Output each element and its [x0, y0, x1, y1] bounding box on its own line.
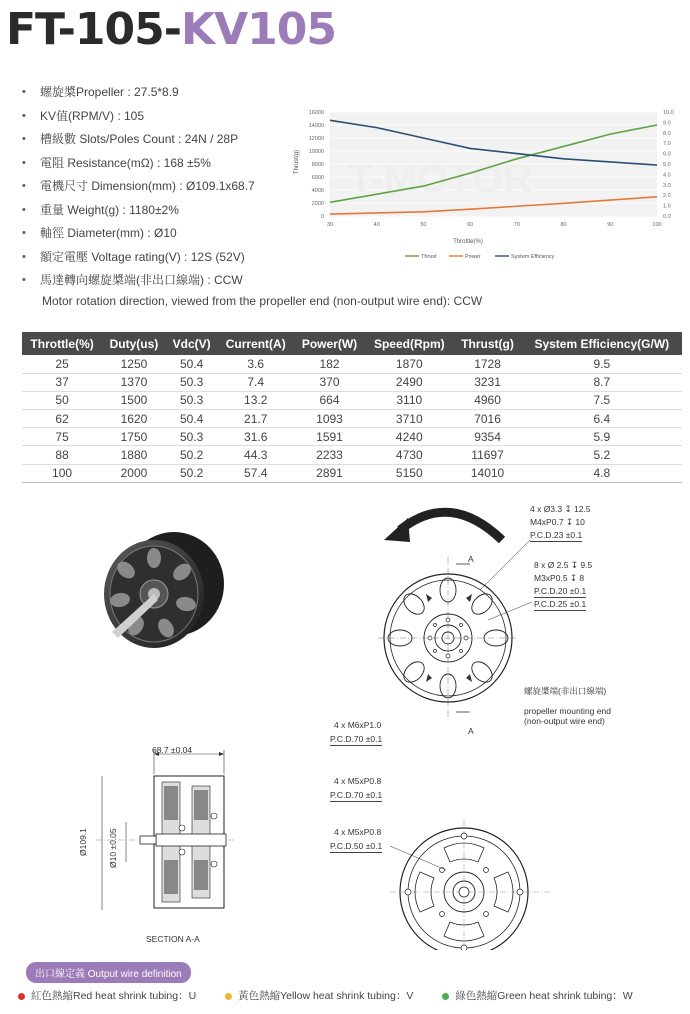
- table-body: [22, 355, 682, 482]
- x-tick-label: 70: [513, 222, 520, 228]
- table-cell: 4730: [365, 446, 453, 464]
- legend-label: Power: [465, 254, 481, 260]
- motor-bottom-view: [390, 820, 550, 950]
- hole-spec-1c: P.C.D.23 ±0.1: [530, 530, 583, 540]
- table-cell: 6.4: [522, 410, 682, 428]
- table-cell: 50.3: [166, 373, 218, 391]
- prop-end-label-en2: (non-output wire end): [524, 716, 605, 726]
- wire-item-v: [225, 988, 413, 1003]
- table-cell: 31.6: [218, 428, 294, 446]
- dim-shaft-label: Ø10 ±0.05: [108, 828, 118, 868]
- table-cell: 4960: [453, 391, 521, 409]
- table-cell: 2891: [294, 464, 365, 482]
- y2-tick-label: 10.0: [663, 110, 674, 116]
- kv-name: KV105: [180, 4, 336, 55]
- wire-item-w: [442, 988, 632, 1003]
- bottom-hole-spec-1b: P.C.D.70 ±0.1: [330, 734, 383, 744]
- x-tick-label: 90: [607, 222, 614, 228]
- green-dot-icon: [442, 993, 449, 1000]
- spec-dimension: • 電機尺寸 Dimension(mm) : Ø109.1x68.7: [22, 176, 322, 200]
- y2-tick-label: 8.0: [663, 130, 671, 137]
- x-tick-label: 100: [652, 222, 662, 228]
- table-cell: 50.2: [166, 446, 218, 464]
- hole-spec-1b: M4xP0.7 ↧ 10: [530, 517, 585, 527]
- table-cell: 50.3: [166, 391, 218, 409]
- table-row: [22, 391, 682, 409]
- table-cell: 1093: [294, 410, 365, 428]
- table-cell: 370: [294, 373, 365, 391]
- table-header-cell: Thrust(g): [453, 332, 521, 355]
- table-cell: 5.2: [522, 446, 682, 464]
- table-cell: 1500: [102, 391, 166, 409]
- spec-voltage: • 額定電壓 Voltage rating(V) : 12S (52V): [22, 247, 322, 271]
- wire-label-w: 綠色熱縮Green heat shrink tubing：W: [455, 990, 633, 1002]
- table-header-cell: System Efficiency(G/W): [522, 332, 682, 355]
- table-cell: 3110: [365, 391, 453, 409]
- x-tick-label: 50: [420, 222, 427, 228]
- legend-label: Thrust: [421, 254, 437, 260]
- motor-photo: [92, 522, 232, 662]
- table-cell: 50.4: [166, 355, 218, 373]
- section-mark-top: A: [468, 554, 474, 564]
- hole-spec-2d: P.C.D.25 ±0.1: [534, 599, 587, 609]
- table-cell: 62: [22, 410, 102, 428]
- hole-spec-2b: M3xP0.5 ↧ 8: [534, 573, 585, 583]
- wire-definition-list: [18, 988, 659, 1003]
- table-row: [22, 428, 682, 446]
- y-tick-label: 14000: [308, 123, 324, 129]
- hole-spec-2a: 8 x Ø 2.5 ↧ 9.5: [534, 560, 593, 570]
- table-cell: 664: [294, 391, 365, 409]
- table-cell: 50: [22, 391, 102, 409]
- y2-tick-label: 9.0: [663, 120, 671, 127]
- table-cell: 7.4: [218, 373, 294, 391]
- y-tick-label: 6000: [311, 175, 324, 181]
- table-cell: 2000: [102, 464, 166, 482]
- x-tick-label: 30: [326, 222, 334, 228]
- y2-tick-label: 6.0: [663, 151, 671, 158]
- table-cell: 3.6: [218, 355, 294, 373]
- table-cell: 13.2: [218, 391, 294, 409]
- y-tick-label: 12000: [308, 136, 324, 142]
- bottom-hole-spec-2a: 4 x M5xP0.8: [334, 776, 382, 786]
- spec-weight: • 重量 Weight(g) : 1180±2%: [22, 200, 322, 224]
- table-row: [22, 373, 682, 391]
- spec-list: [22, 82, 322, 294]
- dim-outer-diameter-label: Ø109.1: [78, 828, 88, 856]
- hole-spec-2c: P.C.D.20 ±0.1: [534, 586, 587, 596]
- table-cell: 3231: [453, 373, 521, 391]
- table-cell: 1250: [102, 355, 166, 373]
- chart-watermark: T-MOTOR: [348, 157, 532, 201]
- table-cell: 88: [22, 446, 102, 464]
- y2-tick-label: 1.0: [663, 203, 671, 210]
- spec-slots-poles: • 槽級數 Slots/Poles Count : 24N / 28P: [22, 129, 322, 153]
- table-cell: 8.7: [522, 373, 682, 391]
- spec-propeller: • 螺旋槳Propeller : 27.5*8.9: [22, 82, 322, 106]
- table-cell: 44.3: [218, 446, 294, 464]
- table-cell: 11697: [453, 446, 521, 464]
- table-row: [22, 355, 682, 373]
- table-cell: 5150: [365, 464, 453, 482]
- table-cell: 1870: [365, 355, 453, 373]
- bottom-hole-spec-2b: P.C.D.70 ±0.1: [330, 790, 383, 800]
- table-cell: 25: [22, 355, 102, 373]
- bottom-hole-spec-1a: 4 x M6xP1.0: [334, 720, 382, 730]
- chart-xlabel: Throttle(%): [453, 239, 483, 245]
- prop-end-label-cn: 螺旋槳端(非出口線端): [524, 686, 607, 696]
- table-cell: 50.4: [166, 410, 218, 428]
- spec-shaft-diameter: • 軸徑 Diameter(mm) : Ø10: [22, 223, 322, 247]
- chart-legend: [405, 254, 555, 260]
- y2-tick-label: 5.0: [663, 162, 671, 168]
- table-cell: 9.5: [522, 355, 682, 373]
- y2-tick-label: 7.0: [663, 141, 671, 148]
- model-name: FT-105-: [6, 4, 181, 55]
- wire-label-u: 紅色熱縮Red heat shrink tubing：U: [31, 990, 197, 1002]
- table-cell: 57.4: [218, 464, 294, 482]
- y-tick-label: 0: [320, 214, 324, 220]
- y-tick-label: 2000: [311, 201, 324, 207]
- table-header-cell: Speed(Rpm): [365, 332, 453, 355]
- table-cell: 2490: [365, 373, 453, 391]
- spec-kv: • KV值(RPM/V) : 105: [22, 106, 322, 130]
- y2-tick-label: 2.0: [663, 193, 671, 200]
- table-row: [22, 410, 682, 428]
- table-header-row: [22, 332, 682, 355]
- red-dot-icon: [18, 993, 25, 1000]
- table-cell: 50.2: [166, 464, 218, 482]
- table-cell: 4.8: [522, 464, 682, 482]
- table-header-cell: Current(A): [218, 332, 294, 355]
- table-cell: 182: [294, 355, 365, 373]
- table-header-cell: Vdc(V): [166, 332, 218, 355]
- spec-rotation: • 馬達轉向螺旋槳端(非出口線端) : CCW: [22, 270, 322, 294]
- table-header-cell: Throttle(%): [22, 332, 102, 355]
- table-cell: 1591: [294, 428, 365, 446]
- y2-tick-label: 0.0: [663, 214, 671, 220]
- table-header-cell: Duty(us): [102, 332, 166, 355]
- table-cell: 100: [22, 464, 102, 482]
- y-tick-label: 4000: [311, 188, 324, 194]
- page-title: [6, 2, 336, 58]
- table-cell: 37: [22, 373, 102, 391]
- wire-label-v: 黃色熱縮Yellow heat shrink tubing：V: [238, 990, 414, 1002]
- table-cell: 14010: [453, 464, 521, 482]
- table-header-cell: Power(W): [294, 332, 365, 355]
- prop-end-label-en1: propeller mounting end: [524, 706, 611, 716]
- table-cell: 4240: [365, 428, 453, 446]
- table-cell: 3710: [365, 410, 453, 428]
- y-tick-label: 10000: [308, 149, 324, 155]
- table-cell: 75: [22, 428, 102, 446]
- dim-width-label: 68.7 ±0.04: [152, 745, 193, 755]
- table-cell: 5.9: [522, 428, 682, 446]
- section-aa-label: SECTION A-A: [146, 934, 200, 944]
- performance-table: [22, 332, 682, 483]
- table-cell: 1370: [102, 373, 166, 391]
- wire-item-u: [18, 988, 196, 1003]
- chart-ylabel: Thrust(g): [294, 149, 300, 175]
- table-cell: 2233: [294, 446, 365, 464]
- hole-spec-1a: 4 x Ø3.3 ↧ 12.5: [530, 504, 591, 514]
- yellow-dot-icon: [225, 993, 232, 1000]
- table-cell: 21.7: [218, 410, 294, 428]
- table-cell: 1620: [102, 410, 166, 428]
- performance-chart: [290, 104, 686, 264]
- table-row: [22, 446, 682, 464]
- table-row: [22, 464, 682, 482]
- y-tick-label: 8000: [311, 162, 324, 168]
- bottom-hole-spec-3a: 4 x M5xP0.8: [334, 827, 382, 837]
- wire-definition-title: 出口線定義 Output wire definition: [26, 962, 191, 983]
- spec-resistance: • 電阻 Resistance(mΩ) : 168 ±5%: [22, 153, 322, 177]
- section-mark-bottom: A: [468, 726, 474, 736]
- y2-tick-label: 4.0: [663, 172, 671, 179]
- y2-tick-label: 3.0: [663, 182, 671, 189]
- table-cell: 1750: [102, 428, 166, 446]
- bottom-hole-spec-3b: P.C.D.50 ±0.1: [330, 841, 383, 851]
- table-cell: 50.3: [166, 428, 218, 446]
- x-tick-label: 40: [373, 222, 380, 228]
- table-cell: 1728: [453, 355, 521, 373]
- legend-label: System Efficiency: [511, 254, 555, 260]
- spec-rotation-note: Motor rotation direction, viewed from the propeller end (non-output wire end): CCW: [42, 294, 483, 308]
- callout-lines-top: [450, 530, 540, 630]
- table-cell: 7016: [453, 410, 521, 428]
- x-tick-label: 60: [467, 222, 474, 228]
- table-cell: 7.5: [522, 391, 682, 409]
- table-cell: 1880: [102, 446, 166, 464]
- x-tick-label: 80: [560, 222, 567, 228]
- y-tick-label: 16000: [308, 110, 324, 116]
- table-cell: 9354: [453, 428, 521, 446]
